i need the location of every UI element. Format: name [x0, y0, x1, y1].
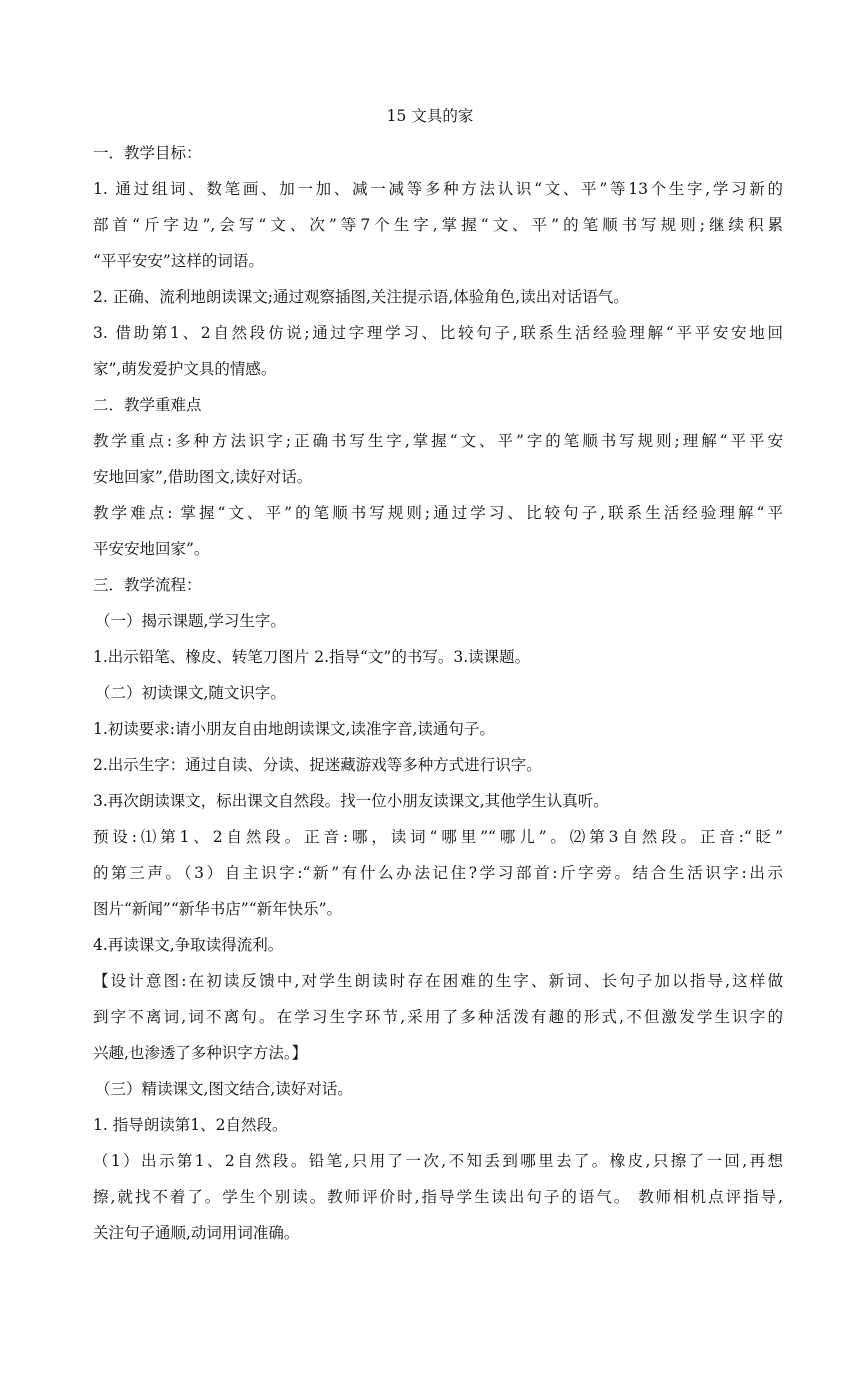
paragraph-line: 2.出示生字：通过自读、分读、捉迷藏游戏等多种方式进行识字。: [93, 756, 542, 774]
section-heading-process: 三．教学流程：: [93, 576, 202, 594]
paragraph-line: 3. 借助第1、2自然段仿说;通过字理学习、比较句子,联系生活经验理解“平平安安地回: [93, 324, 783, 342]
section-heading-objectives: 一．教学目标：: [93, 144, 202, 162]
paragraph-line: 3.再次朗读课文，标出课文自然段。找一位小朋友读课文,其他学生认真听。: [93, 792, 609, 810]
paragraph-line: 的第三声。（3）自主识字:“新”有什么办法记住?学习部首:斤字旁。结合生活识字:出示: [93, 864, 783, 882]
paragraph-line: 1.初读要求:请小朋友自由地朗读课文,读准字音,读通句子。: [93, 720, 495, 738]
paragraph-line: 4.再读课文,争取读得流利。: [93, 936, 284, 954]
design-intent-line: 【设计意图:在初读反馈中,对学生朗读时存在困难的生字、新词、长句子加以指导,这样做: [93, 972, 783, 990]
paragraph-line: 1. 通过组词、数笔画、加一加、减一减等多种方法认识“文、平”等13个生字,学习新的: [93, 180, 783, 198]
subsection-heading: （一）揭示课题,学习生字。: [95, 612, 286, 630]
subsection-heading: （二）初读课文,随文识字。: [95, 684, 286, 702]
paragraph-line: 平安安地回家”。: [93, 540, 210, 558]
paragraph-line: “平平安安”这样的词语。: [93, 252, 264, 270]
subsection-heading: （三）精读课文,图文结合,读好对话。: [95, 1080, 353, 1098]
paragraph-line: 关注句子通顺,动词用词准确。: [93, 1224, 300, 1242]
paragraph-line: 1. 指导朗读第1、2自然段。: [93, 1116, 288, 1134]
paragraph-line: 1.出示铅笔、橡皮、转笔刀图片 2.指导“文”的书写。3.读课题。: [93, 648, 531, 666]
paragraph-line: 擦,就找不着了。学生个别读。教师评价时,指导学生读出句子的语气。 教师相机点评指导,: [93, 1188, 783, 1206]
document-title: 15 文具的家: [386, 107, 474, 125]
paragraph-line: 教学重点:多种方法识字;正确书写生字,掌握“文、平”字的笔顺书写规则;理解“平平安: [93, 432, 783, 450]
paragraph-line: 2. 正确、流利地朗读课文;通过观察插图,关注提示语,体验角色,读出对话语气。: [93, 288, 629, 306]
paragraph-line: 教学难点: 掌握“文、平”的笔顺书写规则;通过学习、比较句子,联系生活经验理解“平: [93, 504, 783, 522]
paragraph-line: 家”,萌发爱护文具的情感。: [93, 360, 277, 378]
design-intent-line: 到字不离词,词不离句。在学习生字环节,采用了多种活泼有趣的形式,不但激发学生识字的: [93, 1008, 783, 1026]
paragraph-line: 图片“新闻”“新华书店”“新年快乐”。: [93, 900, 343, 918]
design-intent-line: 兴趣,也渗透了多种识字方法。】: [93, 1044, 308, 1062]
paragraph-line: 部首“斤字边”,会写“文、次”等7个生字,掌握“文、平”的笔顺书写规则;继续积累: [93, 216, 783, 234]
section-heading-key-points: 二．教学重难点: [93, 396, 202, 414]
paragraph-line: （1）出示第1、2自然段。铅笔,只用了一次,不知丢到哪里去了。橡皮,只擦了一回,再想: [93, 1152, 783, 1170]
paragraph-line: 安地回家”,借助图文,读好对话。: [93, 468, 313, 486]
paragraph-line: 预设:⑴第1、2自然段。正音:哪，读词“哪里”“哪儿”。⑵第3自然段。正音:“眨”: [93, 828, 783, 846]
